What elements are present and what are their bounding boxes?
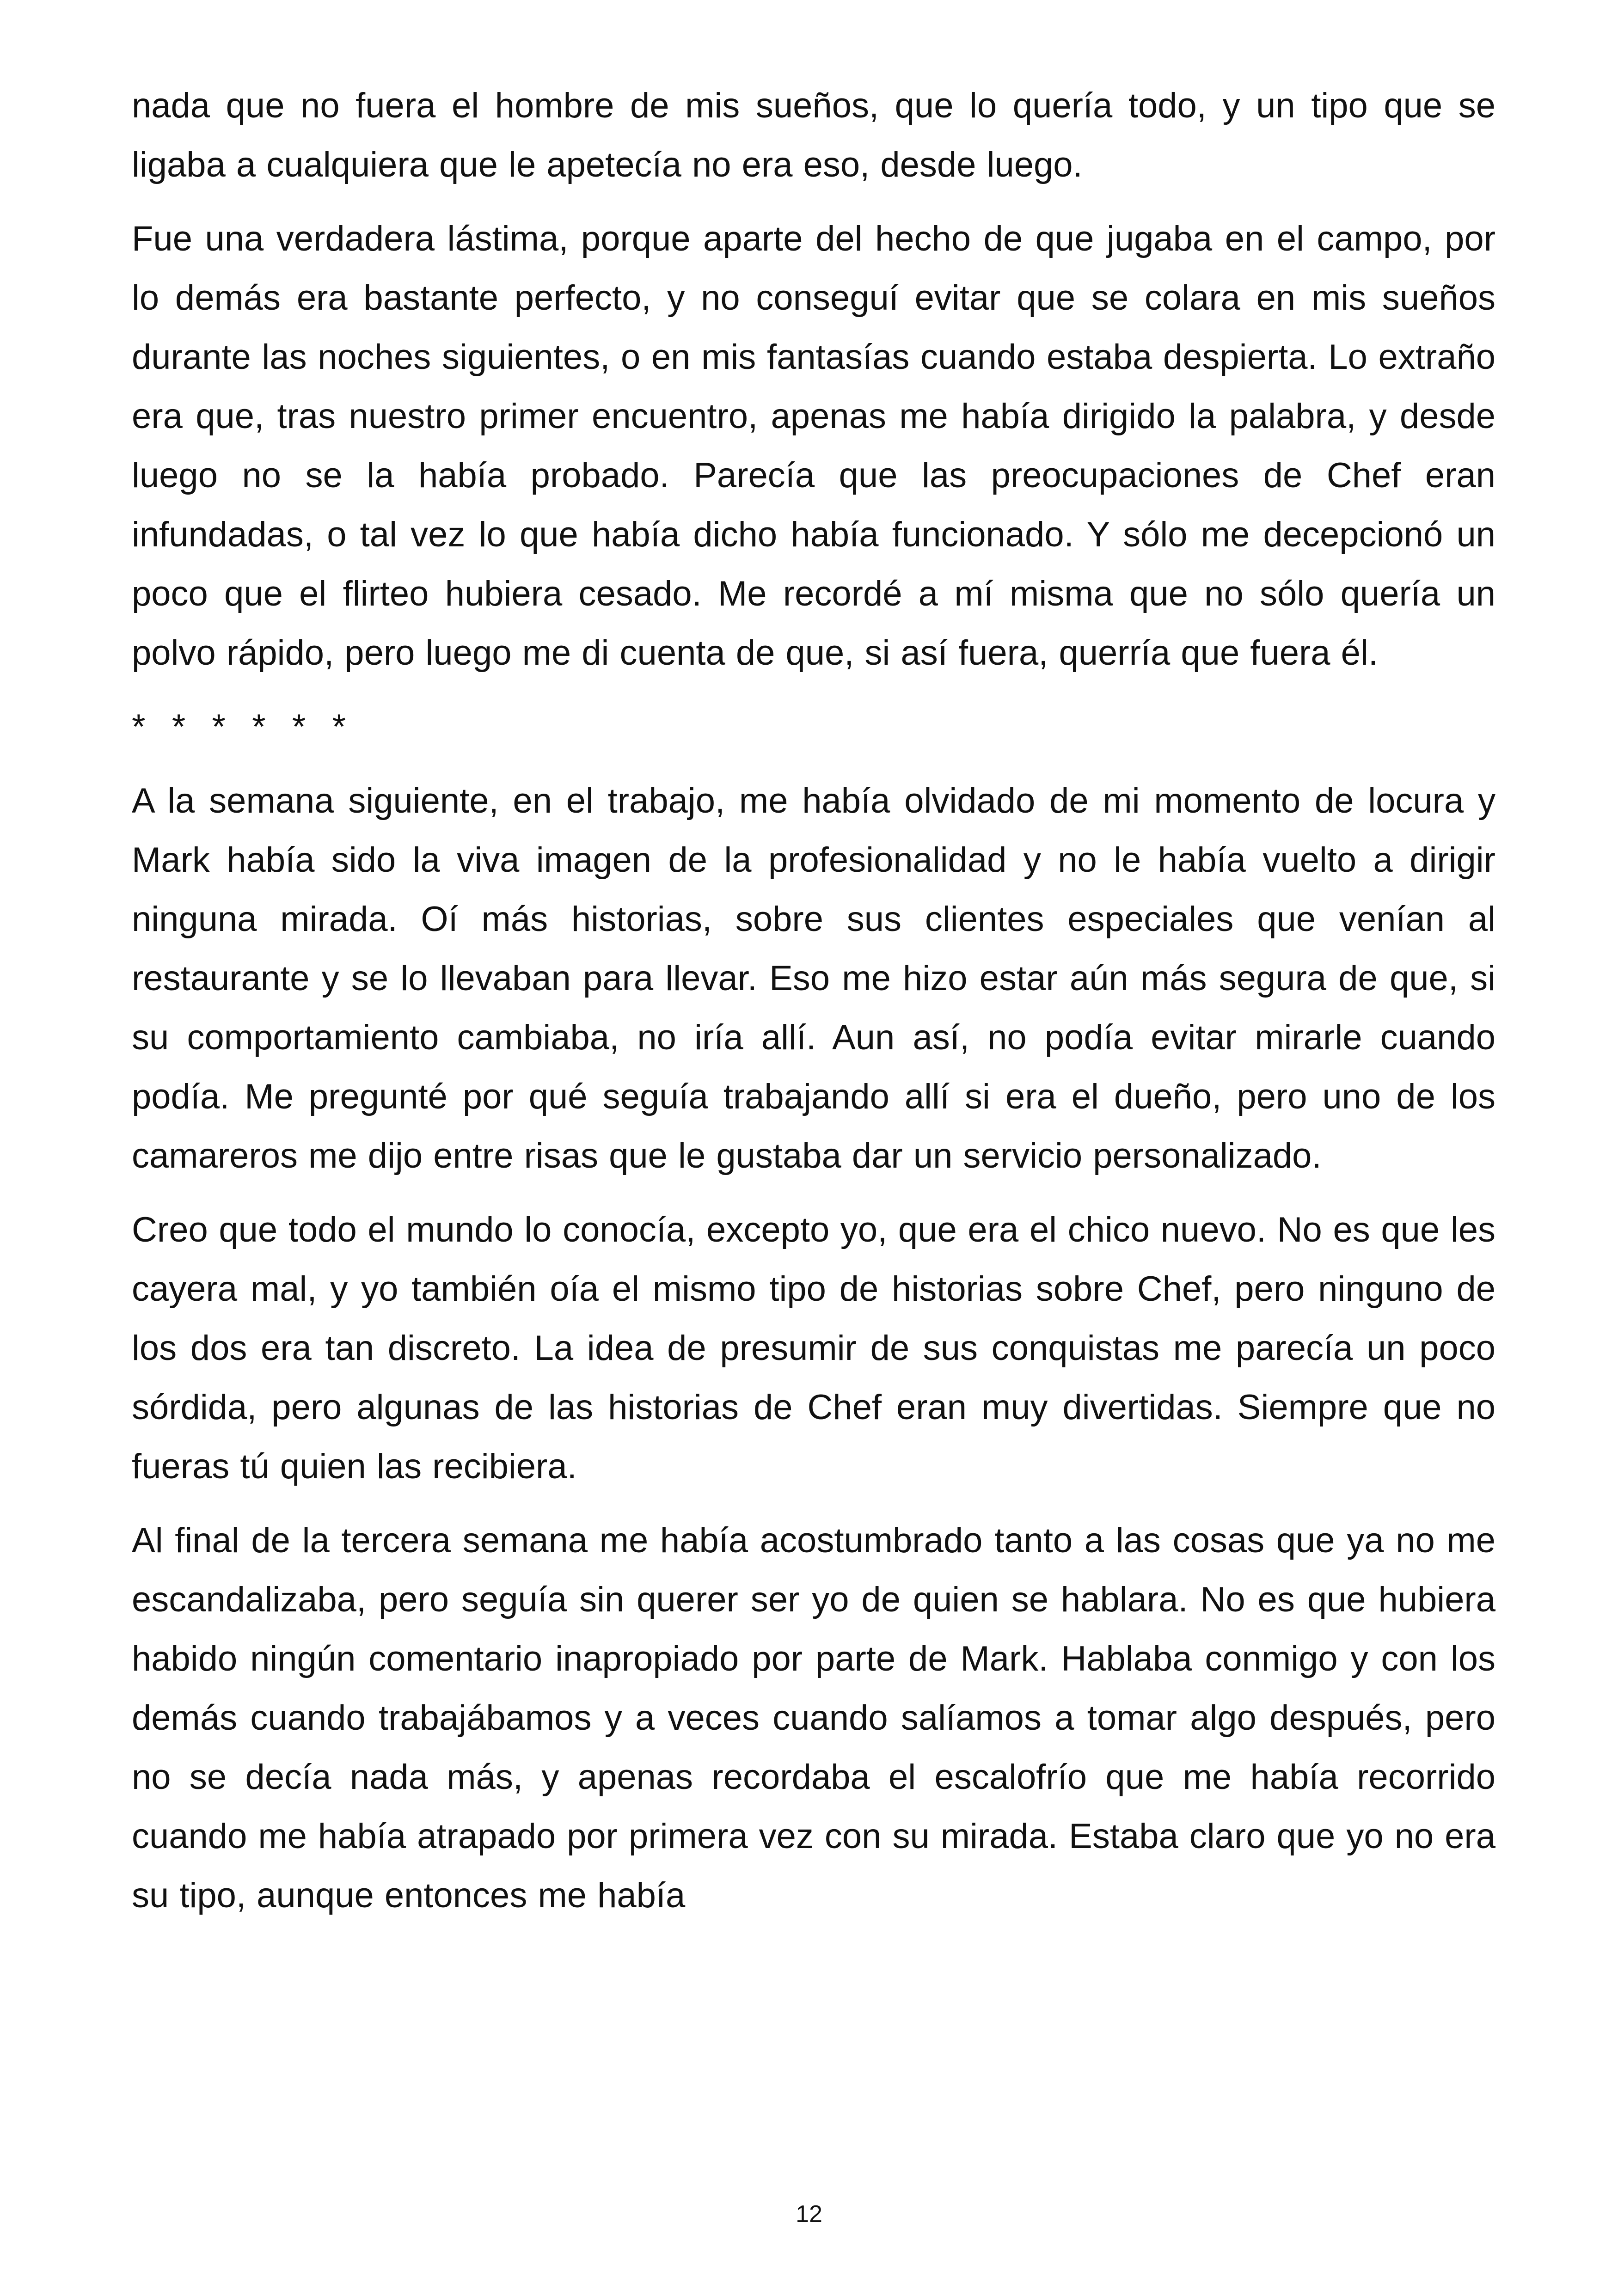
page-body (132, 76, 1495, 1940)
page-number: 12 (796, 2201, 822, 2228)
paragraph: Fue una verdadera lástima, porque aparte del hecho de que jugaba en el campo, por lo demás era bastante perfecto, y no conseguí evitar que se colara en mis sueños durante las noches siguientes, o en mis fantasías cuando estaba despierta. Lo extraño era que, tras nuestro primer encuentro, apenas me había dirigido la palabra, y desde luego no se la había probado. Parecía que las preocupaciones de Chef eran infundadas, o tal vez lo que había dicho había funcionado. Y sólo me decepcionó un poco que el flirteo hubiera cesado. Me recordé a mí misma que no sólo quería un polvo rápido, pero luego me di cuenta de que, si así fuera, querría que fuera él. (132, 219, 1495, 673)
scene-break: * * * * * * (132, 707, 355, 747)
paragraph: Creo que todo el mundo lo conocía, excepto yo, que era el chico nuevo. No es que les cayera mal, y yo también oía el mismo tipo de historias sobre Chef, pero ninguno de los dos era tan discreto. La idea de presumir de sus conquistas me parecía un poco sórdida, pero algunas de las historias de Chef eran muy divertidas. Siempre que no fueras tú quien las recibiera. (132, 1210, 1495, 1486)
paragraph: nada que no fuera el hombre de mis sueños, que lo quería todo, y un tipo que se ligaba a cualquiera que le apetecía no era eso, desde luego. (132, 86, 1495, 184)
paragraph: A la semana siguiente, en el trabajo, me había olvidado de mi momento de locura y Mark había sido la viva imagen de la profesionalidad y no le había vuelto a dirigir ninguna mirada. Oí más historias, sobre sus clientes especiales que venían al restaurante y se lo llevaban para llevar. Eso me hizo estar aún más segura de que, si su comportamiento cambiaba, no iría allí. Aun así, no podía evitar mirarle cuando podía. Me pregunté por qué seguía trabajando allí si era el dueño, pero uno de los camareros me dijo entre risas que le gustaba dar un servicio personalizado. (132, 781, 1495, 1176)
paragraph: Al final de la tercera semana me había acostumbrado tanto a las cosas que ya no me escandalizaba, pero seguía sin querer ser yo de quien se hablara. No es que hubiera habido ningún comentario inapropiado por parte de Mark. Hablaba conmigo y con los demás cuando trabajábamos y a veces cuando salíamos a tomar algo después, pero no se decía nada más, y apenas recordaba el escalofrío que me había recorrido cuando me había atrapado por primera vez con su mirada. Estaba claro que yo no era su tipo, aunque entonces me había (132, 1521, 1495, 1915)
